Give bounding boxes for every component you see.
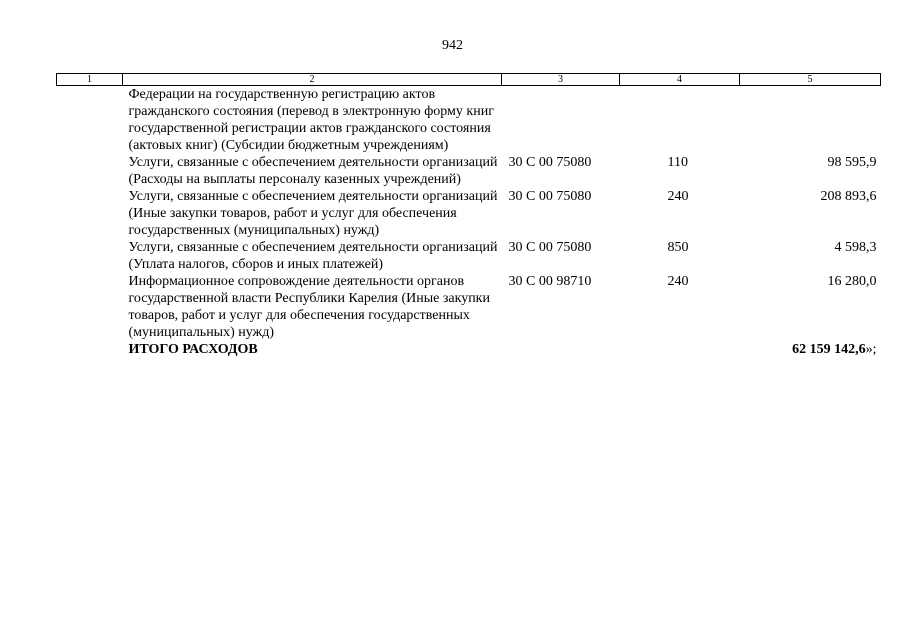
row-sum: 208 893,6 (820, 189, 877, 204)
row-description: Услуги, связанные с обеспечением деятельности организаций (Иные закупки товаров, работ и услуг для обеспечения государственных (муниципальных) нужд) (128, 189, 498, 238)
row-code: 30 С 00 75080 (508, 240, 592, 255)
empty-cell (57, 86, 123, 155)
column-number-header: 2 (123, 74, 502, 86)
total-suffix: »; (865, 342, 877, 357)
budget-table (56, 73, 881, 358)
page-number: 942 (442, 38, 463, 53)
total-row (57, 341, 881, 358)
table-row (57, 86, 881, 155)
table-row (57, 239, 881, 273)
column-number-header: 5 (740, 74, 881, 86)
column-number-header: 3 (502, 74, 620, 86)
total-sum-cell (740, 341, 881, 358)
row-code (502, 86, 620, 155)
empty-cell (502, 341, 620, 358)
table-row (57, 273, 881, 341)
column-number-header: 4 (620, 74, 740, 86)
empty-cell (620, 341, 740, 358)
row-code: 30 С 00 75080 (508, 155, 592, 170)
row-description: Услуги, связанные с обеспечением деятельности организаций (Расходы на выплаты персоналу казенных учреждений) (128, 155, 498, 187)
empty-cell (57, 341, 123, 358)
row-code: 30 С 00 98710 (508, 274, 592, 289)
row-description: Услуги, связанные с обеспечением деятельности организаций (Уплата налогов, сборов и иных платежей) (128, 240, 498, 272)
column-number-row (57, 74, 881, 86)
row-expense-type: 110 (667, 155, 688, 170)
table-row (57, 154, 881, 188)
empty-cell (57, 188, 123, 239)
row-sum: 4 598,3 (834, 240, 877, 255)
row-expense-type: 240 (667, 189, 689, 204)
row-code: 30 С 00 75080 (508, 189, 592, 204)
row-sum: 98 595,9 (827, 155, 877, 170)
empty-cell (57, 273, 123, 341)
column-number-header: 1 (57, 74, 123, 86)
row-expense-type: 240 (667, 274, 689, 289)
row-expense-type (620, 86, 740, 155)
empty-cell (57, 154, 123, 188)
empty-cell (57, 239, 123, 273)
total-label: ИТОГО РАСХОДОВ (128, 342, 258, 357)
table-row (57, 188, 881, 239)
row-sum: 16 280,0 (827, 274, 877, 289)
total-sum: 62 159 142,6 (792, 342, 866, 357)
row-description: Информационное сопровождение деятельности органов государственной власти Республики Карелия (Иные закупки товаров, работ и услуг для обеспечения государственных (муниципальных) нужд) (128, 274, 490, 340)
row-description: Федерации на государственную регистрацию актов гражданского состояния (перевод в электронную форму книг государственной регистрации актов гражданского состояния (актовых книг) (Субсидии бюджетным учреждениям) (128, 87, 494, 153)
row-sum (740, 86, 881, 155)
row-expense-type: 850 (667, 240, 689, 255)
